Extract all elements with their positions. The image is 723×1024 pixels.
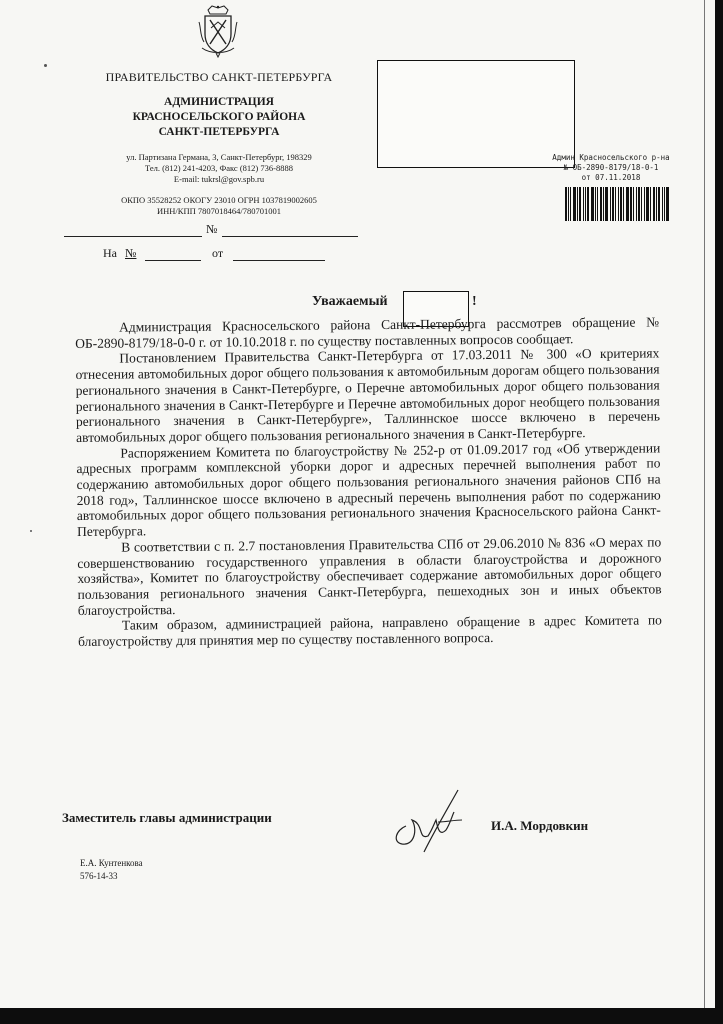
sender-block — [84, 70, 354, 217]
body-paragraph: Постановлением Правительства Санкт-Петербурга от 17.03.2011 № 300 «О критериях отнесения автомобильных дорог общего пользования к автомобильным дорогам общего пользования регионального значения в Санкт-Петербурге, о Перечне автомобильных дорог общего пользования регионального значения в Санкт-Петербурге и Перечне автомобильных дорог необщего пользования регионального значения в Санкт-Петербурге», Таллиннское шоссе включено в перечень автомобильных дорог общего пользования регионального значения в Санкт-Петербурге. — [75, 345, 661, 445]
executor-phone: 576-14-33 — [80, 871, 118, 881]
greeting-exclamation: ! — [472, 294, 477, 309]
reference-number-line — [145, 260, 201, 261]
reference-date-line — [233, 260, 325, 261]
government-name: ПРАВИТЕЛЬСТВО САНКТ-ПЕТЕРБУРГА — [105, 70, 333, 84]
reference-from-label: от — [212, 246, 224, 260]
outgoing-date-line — [64, 236, 202, 237]
recipient-redacted-box — [377, 60, 575, 168]
body-paragraph: Администрация Красносельского района Санкт-Петербурга рассмотрев обращение № ОБ-2890-8179/18-0-0 г. от 10.10.2018 г. по существу поставленных вопросов сообщает. — [75, 314, 660, 351]
signatory-name: И.А. Мордовкин — [491, 818, 589, 833]
body-paragraph: Таким образом, администрацией района, направлено обращение в адрес Комитета по благоустройству для принятия мер по существу поставленного вопроса. — [78, 612, 662, 650]
signatory-title: Заместитель главы администрации — [62, 810, 272, 825]
body-paragraph: В соответствии с п. 2.7 постановления Правительства СПб от 29.06.2010 № 836 «О мерах по совершенствованию государственного управления в области благоустройства и дорожного хозяйства», Комитет по благоустройству обеспечивает содержание автомобильных дорог общего пользования регионального значения Санкт-Петербурга, пешеходных зон и иных объектов благоустройства. — [77, 534, 662, 618]
sender-address: ул. Партизана Германа, 3, Санкт-Петербург, 198329 Тел. (812) 241-4203, Факс (812) 736-8888 E-mail: tukrsl@gov.spb.ru — [126, 152, 312, 184]
outgoing-number-line — [222, 236, 358, 237]
reference-number-sign: № — [125, 246, 137, 260]
greeting: Уважаемый — [312, 294, 388, 309]
sender-codes: ОКПО 35528252 ОКОГУ 23010 ОГРН 1037819002605 ИНН/КПП 7807018464/780701001 — [121, 195, 317, 216]
scan-speck — [44, 64, 47, 67]
body-paragraph: Распоряжением Комитета по благоустройству № 252-р от 01.09.2017 год «Об утверждении адресных программ комплексной уборки дорог и адресных перечней выполнения работ по содержанию автомобильных дорог общего пользования регионального значения районов СПб на 2018 год», Таллиннское шоссе включено в адресный перечень выполнения работ по содержанию автомобильных дорог общего пользования регионального значения Красносельского района Санкт-Петербурга. — [76, 440, 661, 540]
letter-body — [75, 314, 662, 649]
reference-label: На — [103, 246, 117, 260]
coat-of-arms-icon — [196, 4, 240, 58]
administration-name: АДМИНИСТРАЦИЯ КРАСНОСЕЛЬСКОГО РАЙОНА САНКТ-ПЕТЕРБУРГА — [132, 96, 306, 138]
scan-edge-bottom — [0, 1008, 723, 1024]
scan-speck — [30, 530, 32, 532]
scan-edge-line — [704, 0, 705, 1010]
executor-block — [80, 857, 143, 883]
outgoing-number-sign: № — [206, 222, 218, 236]
scan-edge-right — [715, 0, 723, 1024]
registration-stamp: Админ Красносельского р-на № ОБ-2890-8179/18-0-1 от 07.11.2018 — [552, 153, 670, 182]
executor-name: Е.А. Кунтенкова — [80, 858, 143, 868]
barcode — [565, 187, 672, 221]
handwritten-signature — [388, 786, 476, 856]
